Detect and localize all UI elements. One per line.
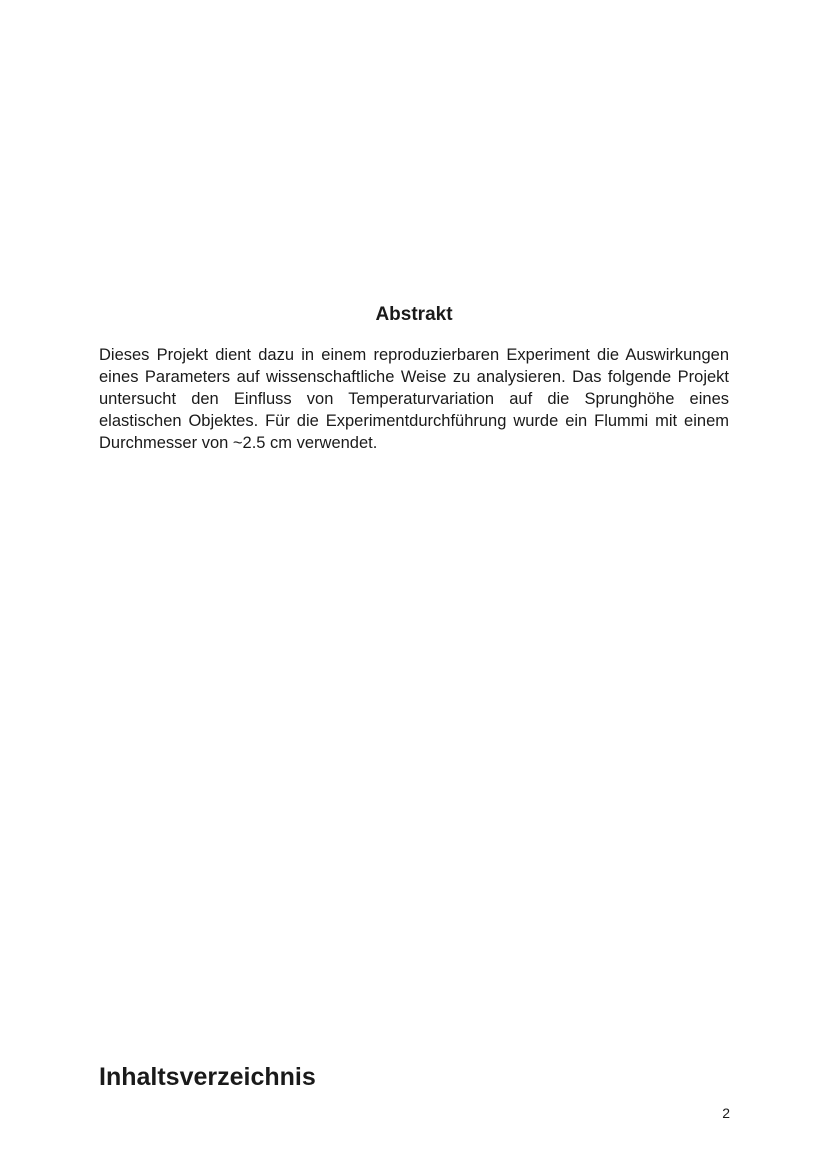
toc-heading: Inhaltsverzeichnis (99, 1063, 316, 1091)
abstract-title: Abstrakt (375, 304, 453, 325)
page-number: 2 (722, 1105, 730, 1121)
abstract-body: Dieses Projekt dient dazu in einem reproduzierbaren Experiment die Auswirkungen eines Parameters auf wissenschaftliche Weise zu analysieren. Das folgende Projekt untersucht den Einfluss von Temperaturvariation auf die Sprunghöhe eines elastischen Objektes. Für die Experimentdurchführung wurde ein Flummi mit einem Durchmesser von ~2.5 cm verwendet. (99, 346, 729, 452)
